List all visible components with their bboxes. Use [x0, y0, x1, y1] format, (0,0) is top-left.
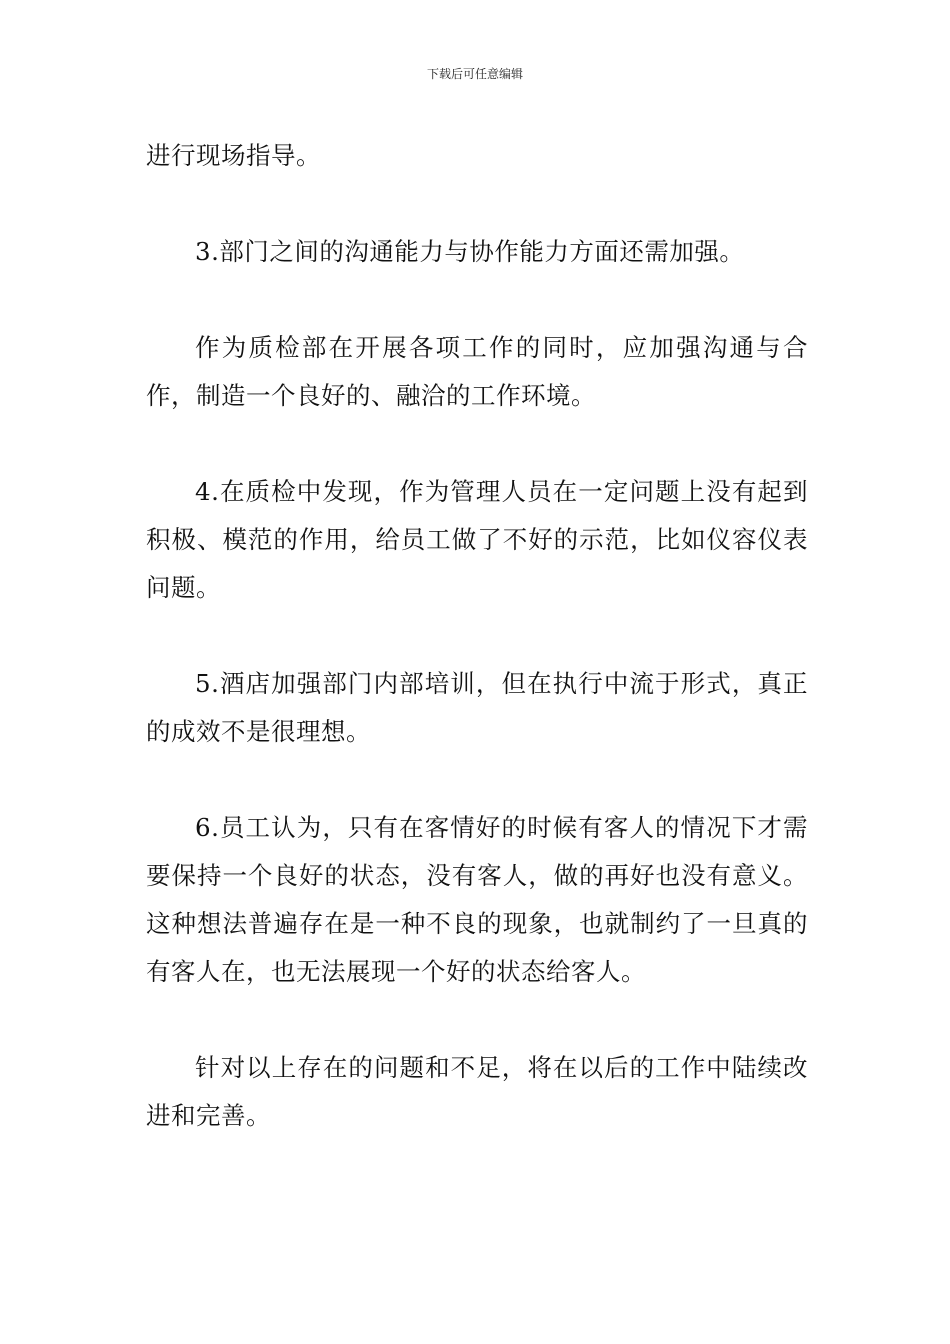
paragraph-gap — [146, 276, 808, 324]
paragraph-gap — [146, 612, 808, 660]
paragraph-item-3: 3.部门之间的沟通能力与协作能力方面还需加强。 — [195, 237, 745, 266]
paragraph-gap — [146, 180, 808, 228]
paragraph-item-3-detail: 作为质检部在开展各项工作的同时，应加强沟通与合作，制造一个良好的、融洽的工作环境。 — [146, 333, 808, 410]
paragraph-item-6: 6.员工认为，只有在客情好的时候有客人的情况下才需要保持一个良好的状态，没有客人，做的再好也没有意义。这种想法普遍存在是一种不良的现象，也就制约了一旦真的有客人在，也无法展现一个好的状态给客人。 — [146, 813, 808, 986]
paragraph-item-5: 5.酒店加强部门内部培训，但在执行中流于形式，真正的成效不是很理想。 — [146, 669, 808, 746]
paragraph-continuation: 进行现场指导。 — [146, 141, 321, 170]
paragraph-item-4: 4.在质检中发现，作为管理人员在一定问题上没有起到积极、模范的作用，给员工做了不好的示范，比如仪容仪表问题。 — [146, 477, 808, 602]
paragraph-gap — [146, 420, 808, 468]
paragraph-conclusion: 针对以上存在的问题和不足，将在以后的工作中陆续改进和完善。 — [146, 1053, 808, 1130]
document-body — [146, 132, 808, 1140]
paragraph-gap — [146, 996, 808, 1044]
page-header: 下载后可任意编辑 — [426, 67, 523, 81]
paragraph-gap — [146, 756, 808, 804]
